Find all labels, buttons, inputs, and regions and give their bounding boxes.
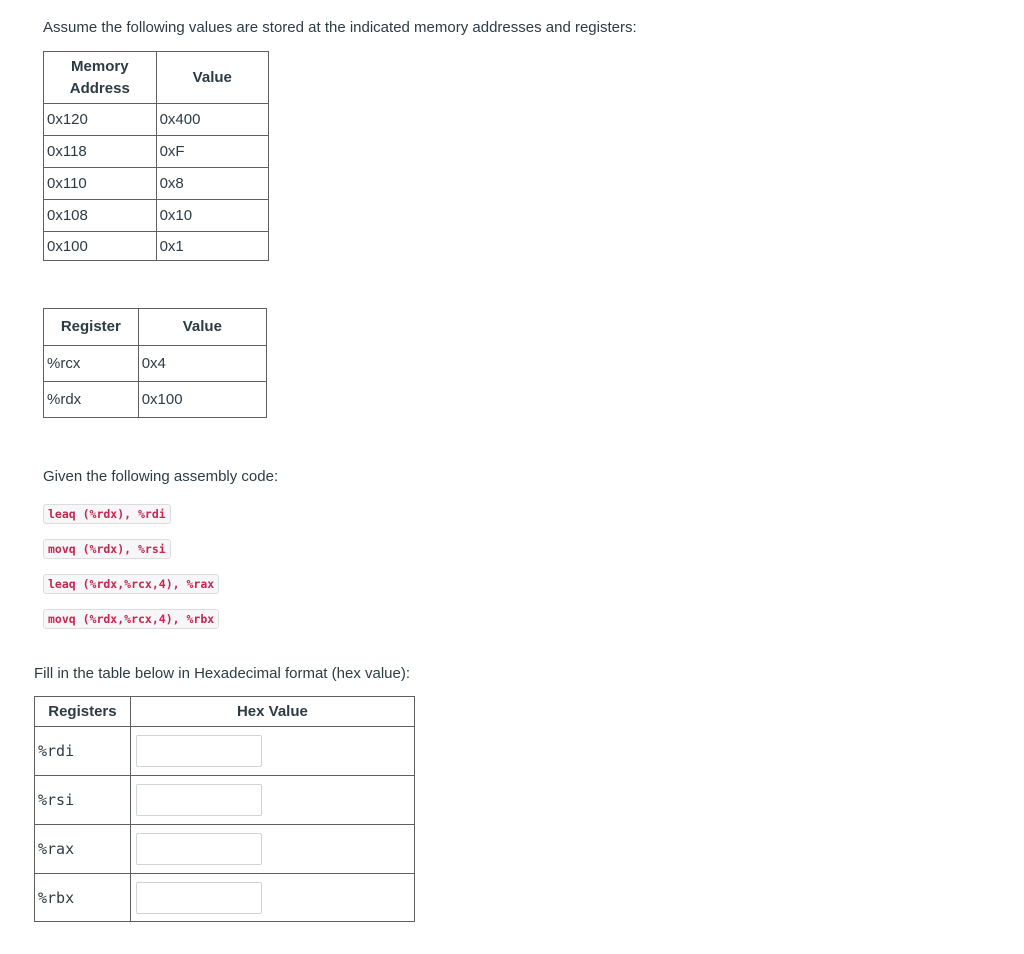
register-table bbox=[43, 308, 267, 418]
register-header: Register bbox=[44, 309, 139, 346]
memory-address-cell: 0x120 bbox=[44, 104, 157, 136]
hex-value-header: Hex Value bbox=[130, 697, 414, 727]
assembly-line-4: movq (%rdx,%rcx,4), %rbx bbox=[43, 609, 219, 629]
rdi-hex-input[interactable] bbox=[136, 735, 262, 767]
table-row bbox=[44, 200, 269, 232]
register-value-header: Value bbox=[138, 309, 266, 346]
table-row bbox=[44, 136, 269, 168]
memory-address-header-line2: Address bbox=[69, 79, 130, 97]
table-row bbox=[44, 104, 269, 136]
register-value-cell: 0x100 bbox=[138, 382, 266, 418]
memory-address-header bbox=[44, 52, 157, 104]
assembly-line-3: leaq (%rdx,%rcx,4), %rax bbox=[43, 574, 219, 594]
rax-hex-input[interactable] bbox=[136, 833, 262, 865]
assembly-line-1: leaq (%rdx), %rdi bbox=[43, 504, 171, 524]
answer-register-cell: %rdi bbox=[35, 727, 131, 776]
memory-address-cell: 0x100 bbox=[44, 232, 157, 261]
answer-input-cell bbox=[130, 825, 414, 874]
memory-address-cell: 0x118 bbox=[44, 136, 157, 168]
answer-table bbox=[34, 696, 415, 922]
registers-header: Registers bbox=[35, 697, 131, 727]
assembly-line-2: movq (%rdx), %rsi bbox=[43, 539, 171, 559]
memory-table bbox=[43, 51, 269, 261]
answer-table-header bbox=[35, 697, 415, 727]
register-value-cell: 0x4 bbox=[138, 346, 266, 382]
memory-address-cell: 0x108 bbox=[44, 200, 157, 232]
table-row bbox=[44, 232, 269, 261]
table-row bbox=[44, 346, 267, 382]
register-name-cell: %rdx bbox=[44, 382, 139, 418]
table-row bbox=[35, 874, 415, 922]
memory-address-cell: 0x110 bbox=[44, 168, 157, 200]
table-row bbox=[44, 168, 269, 200]
table-row bbox=[35, 825, 415, 874]
memory-value-cell: 0xF bbox=[156, 136, 268, 168]
memory-address-header-line1: Memory bbox=[71, 57, 129, 75]
register-table-header bbox=[44, 309, 267, 346]
fill-instruction-text: Fill in the table below in Hexadecimal format (hex value): bbox=[34, 665, 411, 682]
answer-register-cell: %rsi bbox=[35, 776, 131, 825]
register-name-cell: %rcx bbox=[44, 346, 139, 382]
memory-value-cell: 0x10 bbox=[156, 200, 268, 232]
memory-value-cell: 0x400 bbox=[156, 104, 268, 136]
assembly-intro-text: Given the following assembly code: bbox=[43, 468, 279, 485]
rsi-hex-input[interactable] bbox=[136, 784, 262, 816]
table-row bbox=[35, 776, 415, 825]
memory-table-header bbox=[44, 52, 269, 104]
memory-value-cell: 0x8 bbox=[156, 168, 268, 200]
answer-register-cell: %rbx bbox=[35, 874, 131, 922]
answer-input-cell bbox=[130, 874, 414, 922]
answer-register-cell: %rax bbox=[35, 825, 131, 874]
answer-input-cell bbox=[130, 776, 414, 825]
rbx-hex-input[interactable] bbox=[136, 882, 262, 914]
table-row bbox=[44, 382, 267, 418]
memory-value-header: Value bbox=[156, 52, 268, 104]
table-row bbox=[35, 727, 415, 776]
answer-input-cell bbox=[130, 727, 414, 776]
memory-value-cell: 0x1 bbox=[156, 232, 268, 261]
intro-text: Assume the following values are stored at the indicated memory addresses and registers: bbox=[43, 19, 637, 36]
